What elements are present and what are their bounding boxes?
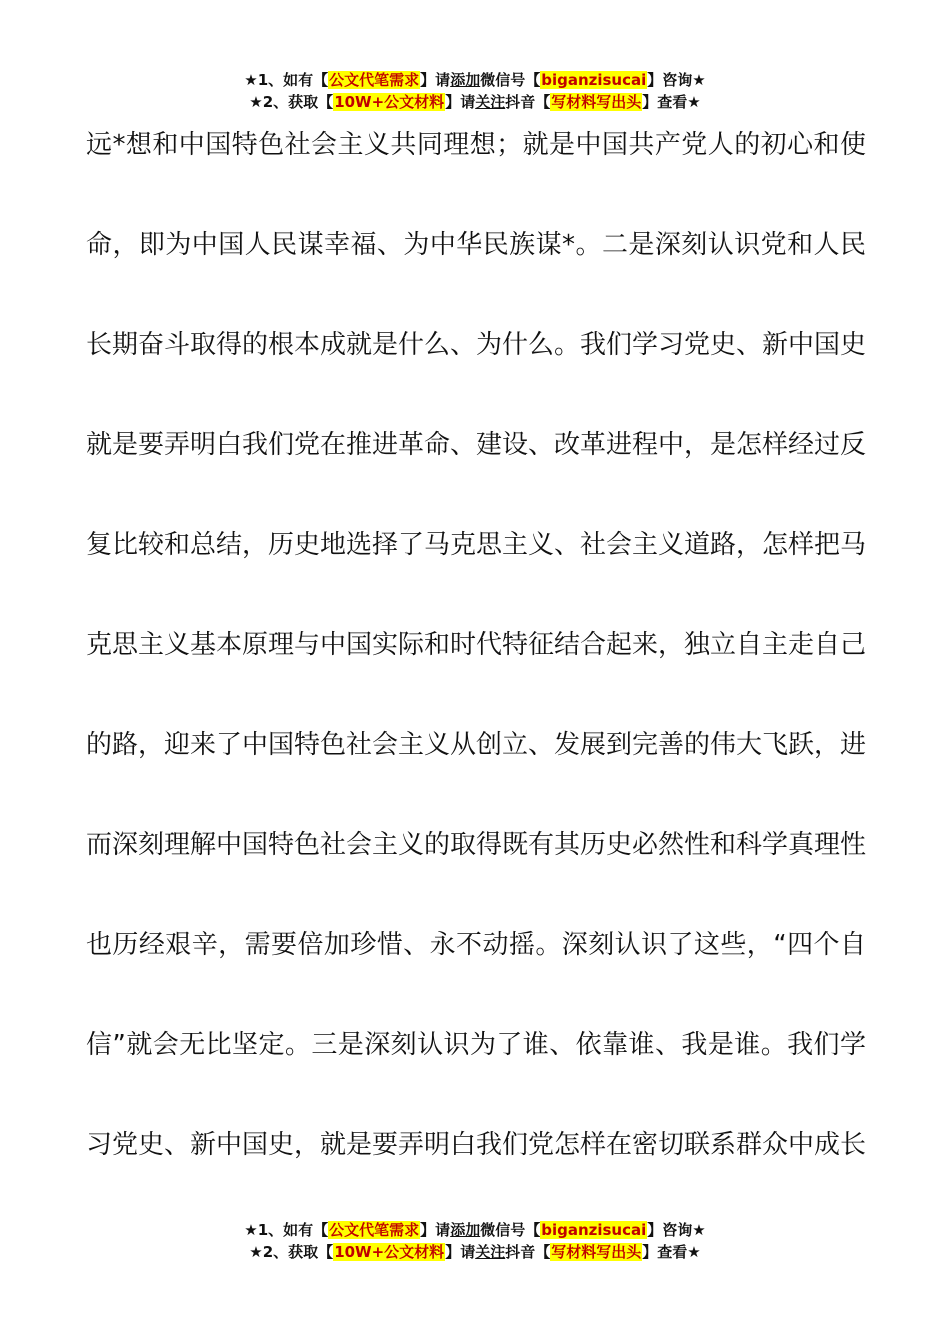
banner-line-1: ★1、如有【公文代笔需求】请添加微信号【biganzisucai】咨询★ bbox=[244, 71, 706, 89]
body-line: 就是要弄明白我们党在推进革命、建设、改革进程中，是怎样经过反 bbox=[86, 430, 867, 460]
banner-line-1: ★1、如有【公文代笔需求】请添加微信号【biganzisucai】咨询★ bbox=[244, 1221, 706, 1239]
banner-line-2: ★2、获取【10W+公文材料】请关注抖音【写材料写出头】查看★ bbox=[249, 93, 701, 111]
highlight-writing-service: 公文代笔需求 bbox=[329, 1221, 420, 1239]
highlight-douyin-account: 写材料写出头 bbox=[551, 1243, 642, 1261]
body-line: 的路，迎来了中国特色社会主义从创立、发展到完善的伟大飞跃，进 bbox=[86, 730, 867, 760]
body-line: 长期奋斗取得的根本成就是什么、为什么。我们学习党史、新中国史 bbox=[86, 330, 867, 360]
banner-line-2: ★2、获取【10W+公文材料】请关注抖音【写材料写出头】查看★ bbox=[249, 1243, 701, 1261]
body-line: 远*想和中国特色社会主义共同理想；就是中国共产党人的初心和使 bbox=[86, 130, 866, 160]
footer-banner bbox=[0, 1219, 950, 1263]
body-line: 而深刻理解中国特色社会主义的取得既有其历史必然性和科学真理性 bbox=[86, 830, 867, 860]
highlight-wechat-id: biganzisucai bbox=[541, 71, 647, 89]
document-body bbox=[86, 120, 866, 1220]
body-line: 复比较和总结，历史地选择了马克思主义、社会主义道路，怎样把马 bbox=[86, 530, 867, 560]
body-line: 命，即为中国人民谋幸福、为中华民族谋*。二是深刻认识党和人民 bbox=[86, 230, 866, 260]
highlight-writing-service: 公文代笔需求 bbox=[329, 71, 420, 89]
header-banner bbox=[0, 69, 950, 113]
highlight-materials: 10W+公文材料 bbox=[334, 1243, 445, 1261]
body-line: 习党史、新中国史，就是要弄明白我们党怎样在密切联系群众中成长 bbox=[86, 1130, 867, 1160]
body-line: 也历经艰辛，需要倍加珍惜、永不动摇。深刻认识了这些，“四个自 bbox=[86, 930, 866, 960]
body-line: 信”就会无比坚定。三是深刻认识为了谁、依靠谁、我是谁。我们学 bbox=[86, 1030, 866, 1060]
body-line: 克思主义基本原理与中国实际和时代特征结合起来，独立自主走自己 bbox=[86, 630, 867, 660]
highlight-douyin-account: 写材料写出头 bbox=[551, 93, 642, 111]
highlight-wechat-id: biganzisucai bbox=[541, 1221, 647, 1239]
highlight-materials: 10W+公文材料 bbox=[334, 93, 445, 111]
